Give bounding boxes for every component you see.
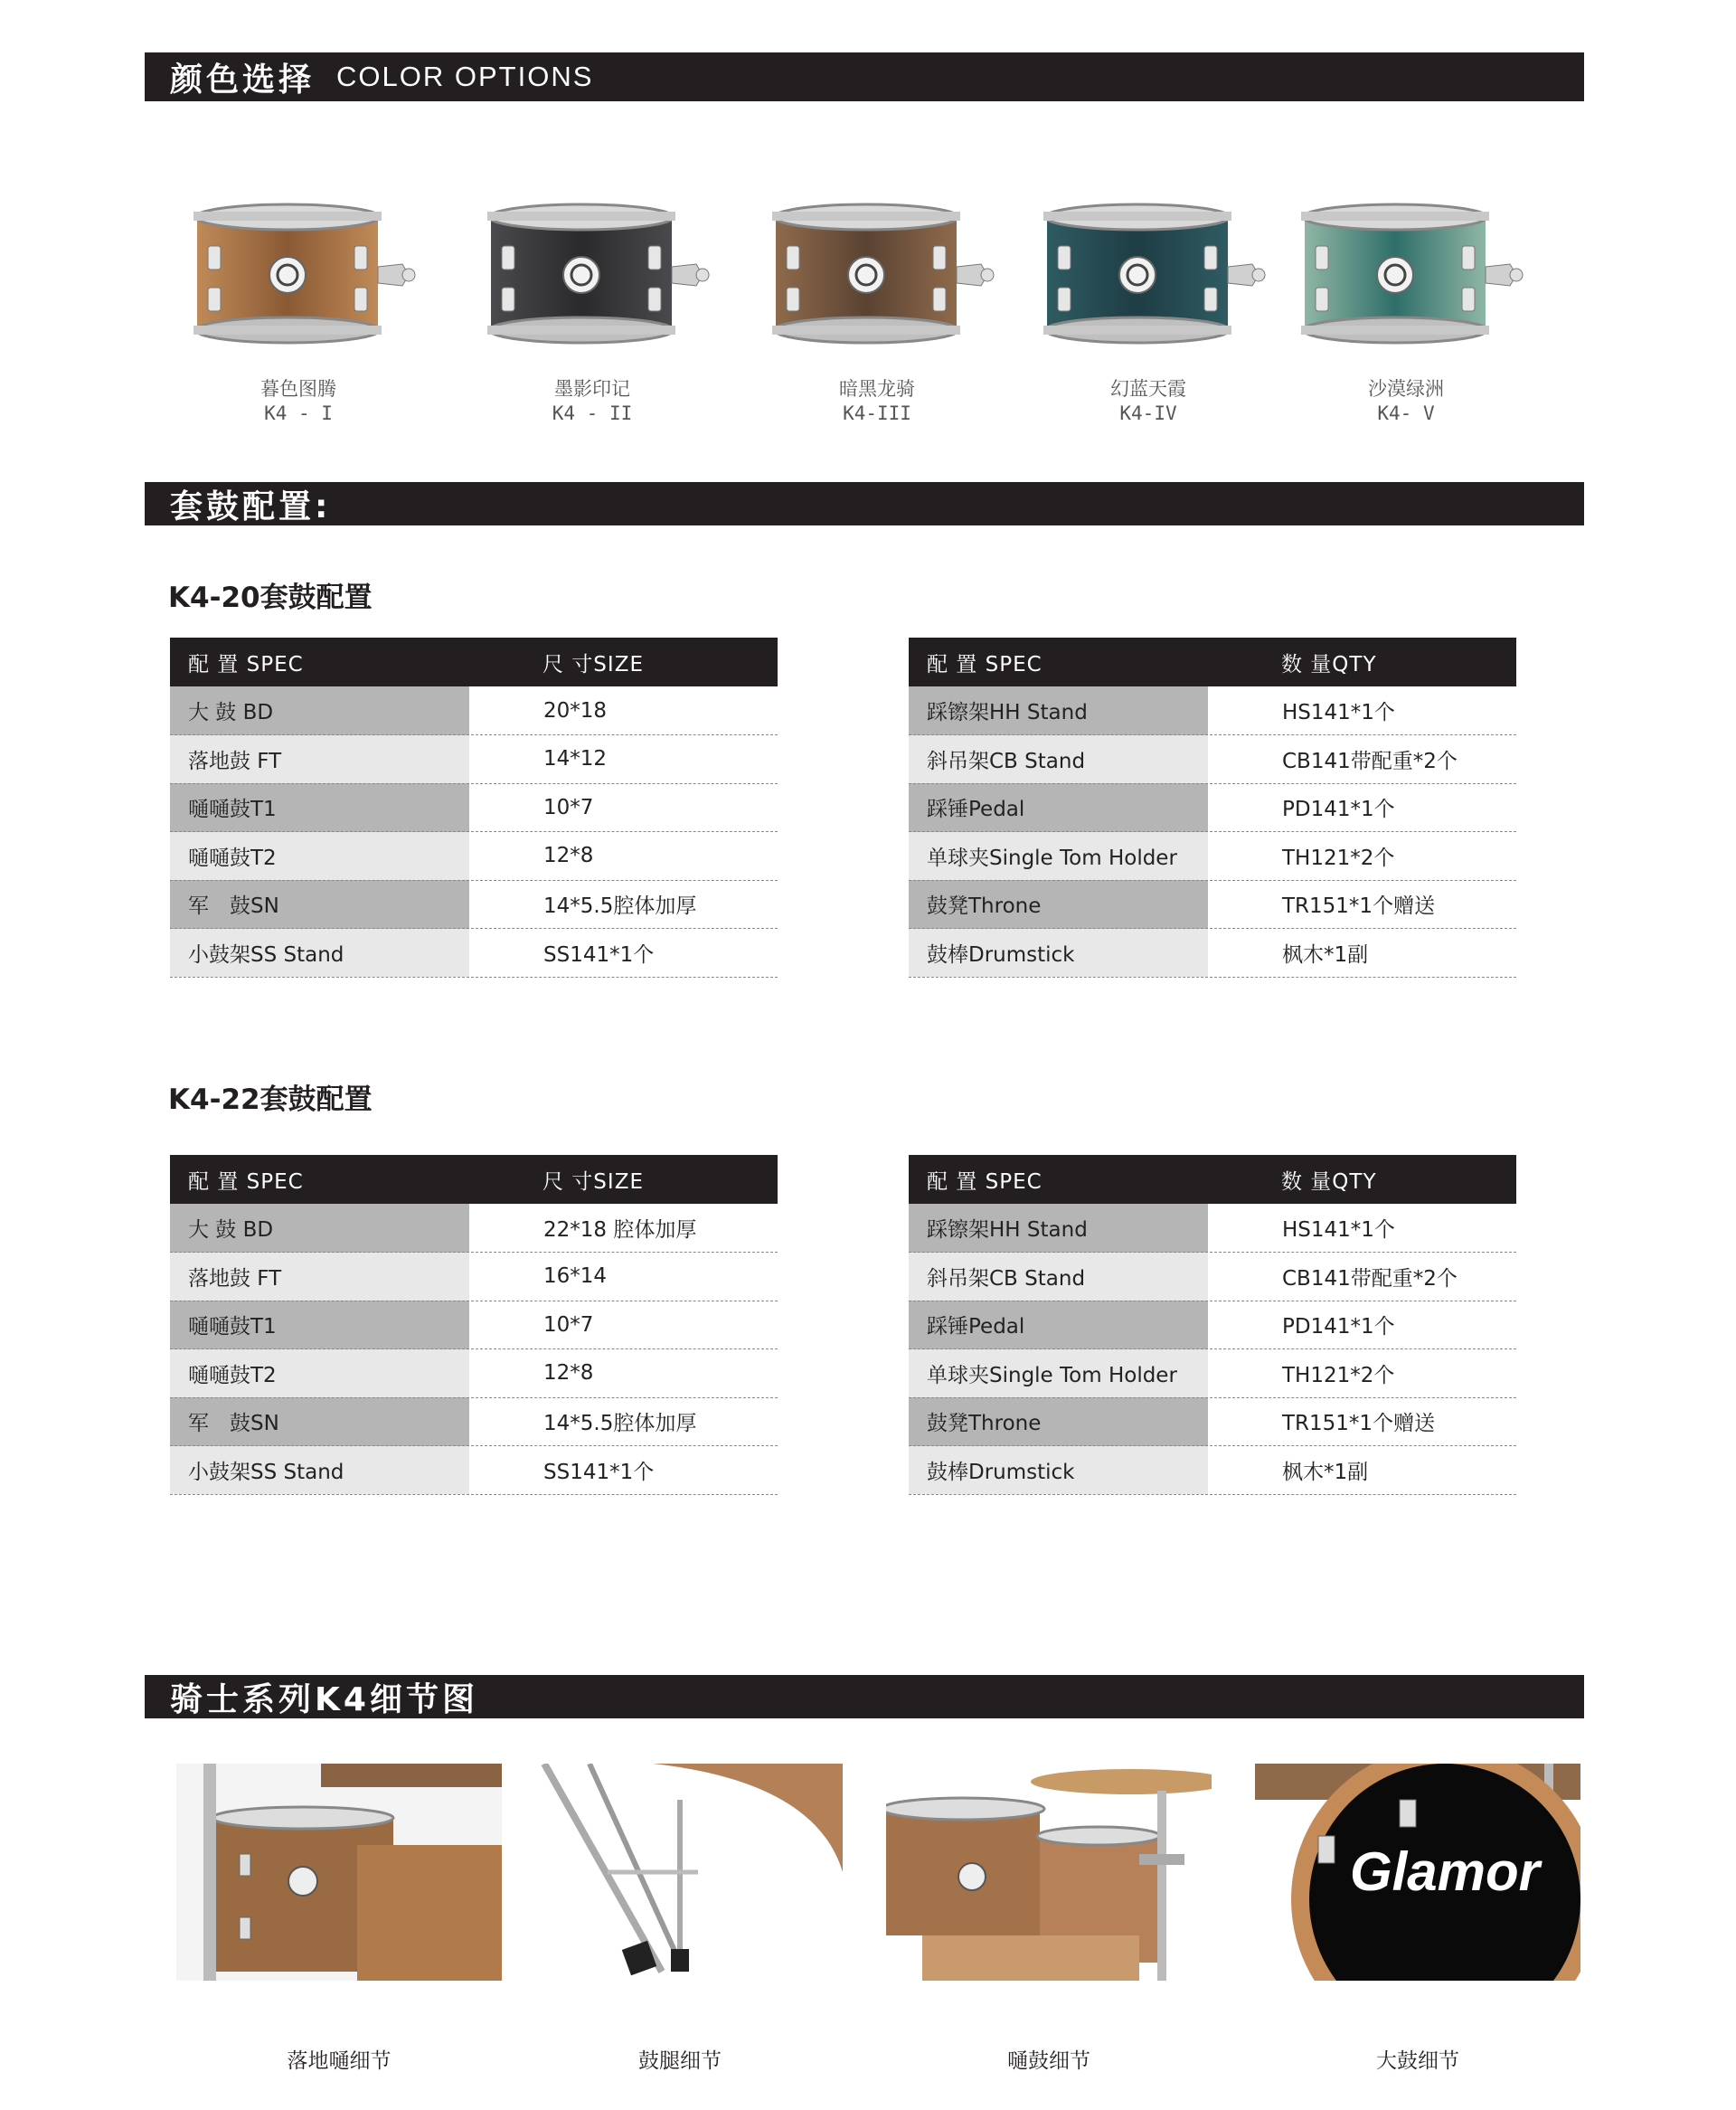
spec-cell: 嗵嗵鼓T2 (170, 832, 470, 881)
detail-caption: 鼓腿细节 (638, 2049, 722, 2073)
color-option-name: 墨影印记 (554, 378, 630, 400)
table-row (909, 929, 1516, 978)
table-row (909, 1397, 1516, 1446)
table-row (170, 1397, 778, 1446)
detail-caption: 嗵鼓细节 (1007, 2049, 1090, 2073)
table-row (170, 929, 778, 978)
table-row (909, 1301, 1516, 1349)
value-cell: CB141带配重*2个 (1209, 1253, 1516, 1301)
table-row (909, 1204, 1516, 1253)
tom-drum-image (1022, 181, 1275, 362)
color-option-code: K4-IV (1119, 402, 1177, 424)
detail-title: 骑士系列K4细节图 (170, 1680, 478, 1718)
value-cell: 14*5.5腔体加厚 (470, 1397, 778, 1446)
table-row (909, 735, 1516, 784)
value-cell: TR151*1个赠送 (1209, 880, 1516, 929)
table-row (170, 832, 778, 881)
qty-table (909, 638, 1516, 978)
color-option-code: K4 - II (552, 402, 633, 424)
table-row (909, 832, 1516, 881)
color-option-code: K4-III (843, 402, 911, 424)
value-cell: 14*12 (470, 735, 778, 784)
color-options-header (145, 52, 1584, 101)
detail-photo (517, 1764, 843, 1981)
detail-photo (886, 1764, 1212, 1981)
detail-photo (176, 1764, 502, 1981)
table-row (170, 686, 778, 735)
color-option-name: 暗黑龙骑 (839, 378, 915, 400)
detail-photo-image (176, 1764, 502, 1981)
table-header-spec: 配 置 SPEC (909, 1155, 1209, 1204)
table-row (909, 686, 1516, 735)
config-header (145, 482, 1584, 525)
table-row (170, 1301, 778, 1349)
tom-drum-image (466, 181, 719, 362)
table-row (170, 1446, 778, 1495)
table-header-value: 数 量QTY (1209, 638, 1516, 686)
spec-cell: 鼓凳Throne (909, 1397, 1209, 1446)
glamor-logo: Glamor (1349, 1841, 1541, 1902)
value-cell: 20*18 (470, 686, 778, 735)
spec-cell: 斜吊架CB Stand (909, 735, 1209, 784)
spec-cell: 落地鼓 FT (170, 1253, 470, 1301)
spec-cell: 踩镲架HH Stand (909, 686, 1209, 735)
color-option-code: K4 - I (264, 402, 333, 424)
config-subtitle: K4-20套鼓配置 (168, 582, 373, 614)
value-cell: SS141*1个 (470, 929, 778, 978)
table-header-spec: 配 置 SPEC (909, 638, 1209, 686)
value-cell: 枫木*1副 (1209, 929, 1516, 978)
table-row (909, 1446, 1516, 1495)
spec-cell: 鼓棒Drumstick (909, 1446, 1209, 1495)
value-cell: HS141*1个 (1209, 686, 1516, 735)
config-title: 套鼓配置: (170, 487, 332, 525)
qty-table (909, 1155, 1516, 1495)
color-options-title-cn: 颜色选择 (170, 61, 316, 99)
value-cell: 10*7 (470, 1301, 778, 1349)
color-option-card (457, 181, 728, 434)
spec-cell: 军 鼓SN (170, 1397, 470, 1446)
detail-photo-image (886, 1764, 1212, 1981)
spec-cell: 踩锤Pedal (909, 1301, 1209, 1349)
table-header-spec: 配 置 SPEC (170, 1155, 470, 1204)
spec-cell: 小鼓架SS Stand (170, 929, 470, 978)
table-row (909, 1253, 1516, 1301)
value-cell: SS141*1个 (470, 1446, 778, 1495)
spec-cell: 嗵嗵鼓T2 (170, 1349, 470, 1398)
color-option-card (741, 181, 1013, 434)
table-header-row (909, 638, 1516, 686)
spec-cell: 鼓棒Drumstick (909, 929, 1209, 978)
color-option-card (1013, 181, 1284, 434)
spec-cell: 单球夹Single Tom Holder (909, 832, 1209, 881)
spec-cell: 军 鼓SN (170, 880, 470, 929)
table-row (170, 880, 778, 929)
color-option-name: 沙漠绿洲 (1368, 378, 1444, 400)
spec-cell: 斜吊架CB Stand (909, 1253, 1209, 1301)
spec-cell: 大 鼓 BD (170, 686, 470, 735)
spec-cell: 大 鼓 BD (170, 1204, 470, 1253)
table-header-value: 尺 寸SIZE (470, 638, 778, 686)
size-table (170, 1155, 778, 1495)
size-table (170, 638, 778, 978)
color-option-card (163, 181, 434, 434)
table-row (170, 783, 778, 832)
detail-caption: 落地嗵细节 (287, 2049, 392, 2073)
detail-photo-image (1255, 1764, 1580, 1981)
spec-cell: 踩锤Pedal (909, 783, 1209, 832)
spec-cell: 小鼓架SS Stand (170, 1446, 470, 1495)
value-cell: 10*7 (470, 783, 778, 832)
color-option-name: 暮色图腾 (260, 378, 336, 400)
table-header-row (170, 638, 778, 686)
detail-header (145, 1675, 1584, 1718)
value-cell: CB141带配重*2个 (1209, 735, 1516, 784)
spec-cell: 鼓凳Throne (909, 880, 1209, 929)
value-cell: TH121*2个 (1209, 1349, 1516, 1398)
detail-caption: 大鼓细节 (1376, 2049, 1459, 2073)
table-row (170, 1204, 778, 1253)
tom-drum-image (172, 181, 425, 362)
value-cell: 14*5.5腔体加厚 (470, 880, 778, 929)
table-header-row (909, 1155, 1516, 1204)
value-cell: PD141*1个 (1209, 783, 1516, 832)
detail-photo (1255, 1764, 1580, 1981)
spec-cell: 单球夹Single Tom Holder (909, 1349, 1209, 1398)
table-header-spec: 配 置 SPEC (170, 638, 470, 686)
color-options-title-en: COLOR OPTIONS (336, 61, 594, 92)
value-cell: 12*8 (470, 1349, 778, 1398)
value-cell: 16*14 (470, 1253, 778, 1301)
color-option-name: 幻蓝天霞 (1110, 378, 1186, 400)
color-option-card (1270, 181, 1542, 434)
table-row (909, 1349, 1516, 1398)
value-cell: PD141*1个 (1209, 1301, 1516, 1349)
color-option-code: K4- V (1377, 402, 1435, 424)
table-row (170, 1253, 778, 1301)
value-cell: 12*8 (470, 832, 778, 881)
table-row (170, 1349, 778, 1398)
table-row (909, 783, 1516, 832)
table-row (909, 880, 1516, 929)
value-cell: HS141*1个 (1209, 1204, 1516, 1253)
table-header-row (170, 1155, 778, 1204)
table-row (170, 735, 778, 784)
table-header-value: 数 量QTY (1209, 1155, 1516, 1204)
tom-drum-image (1279, 181, 1533, 362)
spec-cell: 嗵嗵鼓T1 (170, 1301, 470, 1349)
spec-cell: 踩镲架HH Stand (909, 1204, 1209, 1253)
config-subtitle: K4-22套鼓配置 (168, 1083, 373, 1116)
spec-cell: 嗵嗵鼓T1 (170, 783, 470, 832)
value-cell: 枫木*1副 (1209, 1446, 1516, 1495)
spec-cell: 落地鼓 FT (170, 735, 470, 784)
tom-drum-image (750, 181, 1004, 362)
value-cell: 22*18 腔体加厚 (470, 1204, 778, 1253)
value-cell: TR151*1个赠送 (1209, 1397, 1516, 1446)
table-header-value: 尺 寸SIZE (470, 1155, 778, 1204)
detail-photo-image (517, 1764, 843, 1981)
value-cell: TH121*2个 (1209, 832, 1516, 881)
